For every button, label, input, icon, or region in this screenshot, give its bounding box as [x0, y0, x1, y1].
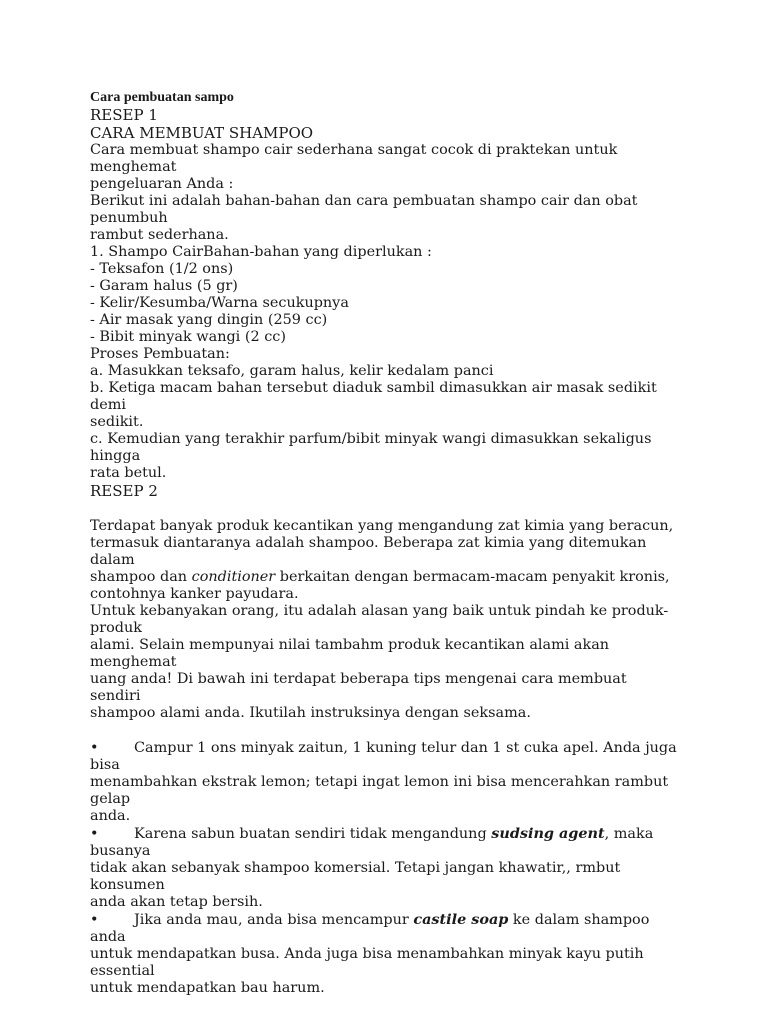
text-span: , maka busanya [90, 826, 654, 859]
ingredient-item: - Teksafon (1/2 ons) [90, 261, 234, 277]
conditioner-term: conditioner [191, 569, 276, 585]
ingredient-item: - Bibit minyak wangi (2 cc) [90, 329, 286, 345]
text-line: untuk mendapatkan bau harum. [90, 980, 325, 996]
ingredient-item: - Garam halus (5 gr) [90, 278, 238, 294]
text-span: berkaitan dengan bermacam-macam penyakit kronis, [275, 569, 670, 585]
text-line: Berikut ini adalah bahan-bahan dan cara pembuatan shampo cair dan obat penumbuh [90, 193, 638, 226]
text-line: contohnya kanker payudara. [90, 586, 299, 602]
text-line: untuk mendapatkan busa. Anda juga bisa menambahkan minyak kayu putih essential [90, 946, 644, 979]
text-line: Cara membuat shampo cair sederhana sangat cocok di praktekan untuk menghemat [90, 142, 618, 175]
text-line: tidak akan sebanyak shampoo komersial. Tetapi jangan khawatir,, rmbut konsumen [90, 860, 621, 893]
ingredient-item: - Air masak yang dingin (259 cc) [90, 312, 328, 328]
text-line: Untuk kebanyakan orang, itu adalah alasan yang baik untuk pindah ke produk-produk [90, 603, 669, 636]
text-line: anda. [90, 808, 131, 824]
castile-soap-term: castile soap [413, 911, 509, 928]
resep1-heading: RESEP 1 [90, 106, 158, 124]
bullet-icon: • [90, 740, 99, 756]
text-line: menambahkan ekstrak lemon; tetapi ingat lemon ini bisa mencerahkan rambut gelap [90, 774, 669, 807]
ingredient-item: - Kelir/Kesumba/Warna secukupnya [90, 295, 349, 311]
text-span: Karena sabun buatan sendiri tidak mengandung [134, 826, 492, 842]
text-span: shampoo dan [90, 569, 192, 585]
bullet-icon: • [90, 912, 99, 928]
bullet-item-3 [90, 911, 680, 946]
text-span: Campur 1 ons minyak zaitun, 1 kuning telur dan 1 st cuka apel. Anda juga bisa [90, 740, 677, 773]
text-line: 1. Shampo CairBahan-bahan yang diperlukan : [90, 244, 432, 260]
text-line: anda akan tetap bersih. [90, 894, 263, 910]
text-line [90, 569, 680, 586]
process-line: sedikit. [90, 414, 144, 430]
spacer [90, 500, 680, 518]
text-span: ke dalam shampoo anda [90, 912, 650, 945]
resep1-subheading: CARA MEMBUAT SHAMPOO [90, 124, 314, 142]
text-line: alami. Selain mempunyai nilai tambahm produk kecantikan alami akan menghemat [90, 637, 610, 670]
bullet-item-1 [90, 740, 680, 774]
process-line: b. Ketiga macam bahan tersebut diaduk sambil dimasukkan air masak sedikit demi [90, 380, 657, 413]
process-line: c. Kemudian yang terakhir parfum/bibit minyak wangi dimasukkan sekaligus hingga [90, 431, 652, 464]
text-line: uang anda! Di bawah ini terdapat beberapa tips mengenai cara membuat sendiri [90, 671, 627, 704]
text-line: shampoo alami anda. Ikutilah instruksinya dengan seksama. [90, 705, 531, 721]
text-line: termasuk diantaranya adalah shampoo. Beberapa zat kimia yang ditemukan dalam [90, 535, 647, 568]
resep2-heading: RESEP 2 [90, 482, 158, 500]
document-title: Cara pembuatan sampo [90, 90, 234, 105]
bullet-icon: • [90, 826, 99, 842]
text-line: Terdapat banyak produk kecantikan yang mengandung zat kimia yang beracun, [90, 518, 674, 534]
bullet-item-2 [90, 825, 680, 860]
sudsing-agent-term: sudsing agent [491, 825, 605, 842]
text-line: pengeluaran Anda : [90, 176, 234, 192]
process-heading: Proses Pembuatan: [90, 346, 230, 362]
document-page [90, 90, 680, 997]
process-line: a. Masukkan teksafo, garam halus, kelir kedalam panci [90, 363, 494, 379]
text-line: rambut sederhana. [90, 227, 229, 243]
text-span: Jika anda mau, anda bisa mencampur [134, 912, 414, 928]
process-line: rata betul. [90, 465, 167, 481]
spacer [90, 722, 680, 740]
